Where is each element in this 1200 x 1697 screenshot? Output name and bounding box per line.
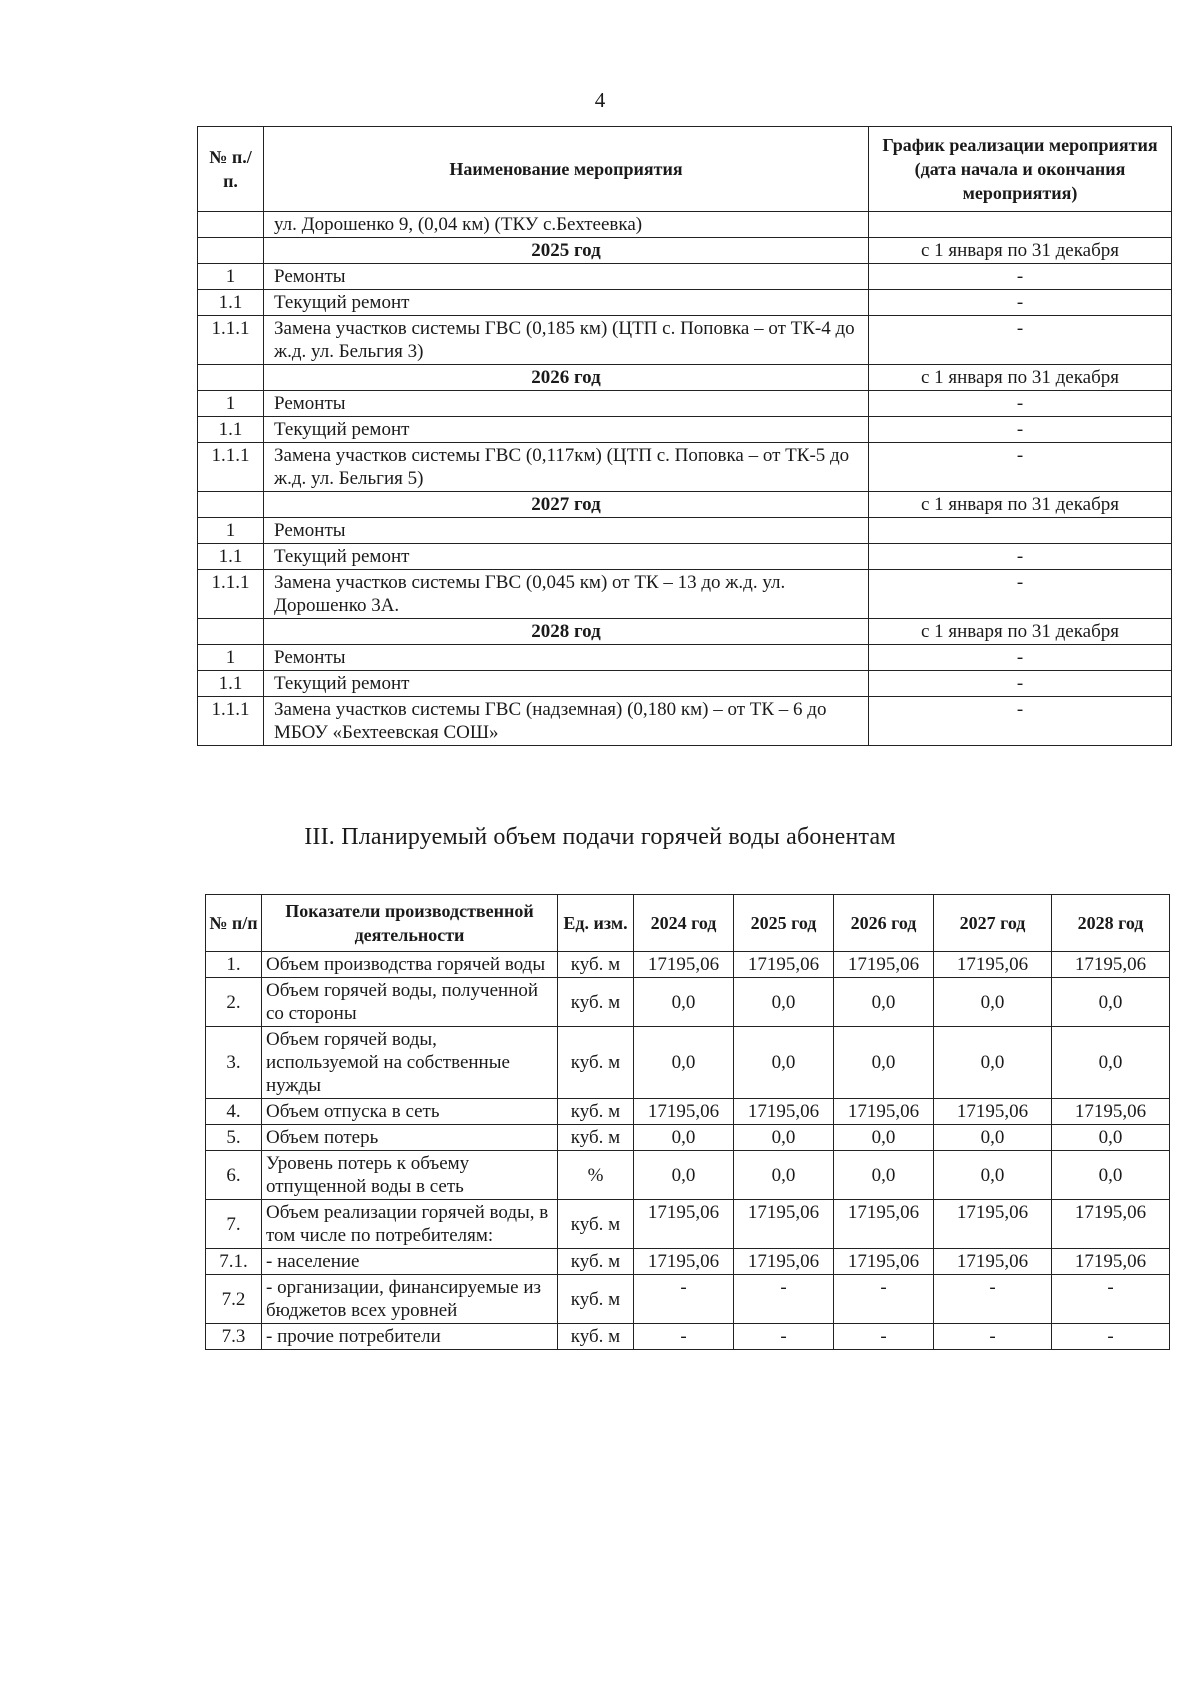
row-number: 1.1 [198, 290, 264, 316]
table-row [198, 570, 1172, 619]
schedule-cell: - [869, 697, 1172, 746]
year-value: 17195,06 [834, 1249, 934, 1275]
header-year: 2025 год [734, 895, 834, 952]
schedule-cell: - [869, 544, 1172, 570]
unit-cell: куб. м [558, 1027, 634, 1099]
table-row [198, 697, 1172, 746]
activity-name: Замена участков системы ГВС (0,117км) (ЦТП с. Поповка – от ТК-5 до ж.д. ул. Бельгия 5) [264, 443, 869, 492]
indicator-name: Объем потерь [262, 1125, 558, 1151]
activity-name: Ремонты [264, 391, 869, 417]
schedule-cell [869, 518, 1172, 544]
unit-cell: куб. м [558, 1249, 634, 1275]
activity-name: Ремонты [264, 518, 869, 544]
year-value: 17195,06 [834, 1099, 934, 1125]
activity-name: Замена участков системы ГВС (0,185 км) (ЦТП с. Поповка – от ТК-4 до ж.д. ул. Бельгия 3) [264, 316, 869, 365]
year-value: 0,0 [934, 1151, 1052, 1200]
indicator-name: - организации, финансируемые из бюджетов всех уровней [262, 1275, 558, 1324]
year-value: 17195,06 [834, 1200, 934, 1249]
row-number: 2. [206, 978, 262, 1027]
indicator-name: Объем горячей воды, используемой на собственные нужды [262, 1027, 558, 1099]
activity-name: Текущий ремонт [264, 417, 869, 443]
table-row [206, 1249, 1170, 1275]
year-value: 0,0 [1052, 978, 1170, 1027]
unit-cell: куб. м [558, 1324, 634, 1350]
year-value: 17195,06 [934, 952, 1052, 978]
table-row [198, 671, 1172, 697]
row-number [198, 619, 264, 645]
activity-name: ул. Дорошенко 9, (0,04 км) (ТКУ с.Бехтеевка) [264, 212, 869, 238]
indicator-name: Объем горячей воды, полученной со стороны [262, 978, 558, 1027]
year-value: 0,0 [834, 1027, 934, 1099]
row-number: 4. [206, 1099, 262, 1125]
indicator-name: - прочие потребители [262, 1324, 558, 1350]
header-num: № п./п. [198, 127, 264, 212]
schedule-cell: - [869, 290, 1172, 316]
row-number: 1 [198, 264, 264, 290]
indicator-name: - население [262, 1249, 558, 1275]
schedule-cell: - [869, 316, 1172, 365]
header-activity-name: Наименование мероприятия [264, 127, 869, 212]
schedule-cell: - [869, 417, 1172, 443]
table-header-row [206, 895, 1170, 952]
row-number: 7. [206, 1200, 262, 1249]
row-number: 1.1 [198, 417, 264, 443]
year-value: - [934, 1324, 1052, 1350]
year-value: 0,0 [934, 1027, 1052, 1099]
row-number: 7.3 [206, 1324, 262, 1350]
schedule-cell: с 1 января по 31 декабря [869, 619, 1172, 645]
hot-water-volume-table [205, 894, 1170, 1350]
year-value: 17195,06 [734, 1249, 834, 1275]
year-value: 0,0 [634, 1151, 734, 1200]
year-value: 17195,06 [834, 952, 934, 978]
year-value: 0,0 [834, 1125, 934, 1151]
table-row [198, 316, 1172, 365]
schedule-cell: с 1 января по 31 декабря [869, 365, 1172, 391]
table-row [206, 952, 1170, 978]
row-number: 6. [206, 1151, 262, 1200]
table-row [198, 212, 1172, 238]
activity-name: Текущий ремонт [264, 671, 869, 697]
row-number [198, 365, 264, 391]
year-value: - [934, 1275, 1052, 1324]
year-row [198, 365, 1172, 391]
year-value: 17195,06 [1052, 952, 1170, 978]
year-value: 0,0 [934, 978, 1052, 1027]
year-value: 17195,06 [1052, 1099, 1170, 1125]
year-value: 0,0 [934, 1125, 1052, 1151]
activities-table [197, 126, 1172, 746]
year-value: 17195,06 [934, 1249, 1052, 1275]
year-value: - [834, 1275, 934, 1324]
table-row [206, 1324, 1170, 1350]
indicator-name: Объем производства горячей воды [262, 952, 558, 978]
activity-name: 2025 год [264, 238, 869, 264]
table-row [206, 1200, 1170, 1249]
table-row [198, 290, 1172, 316]
year-value: 17195,06 [934, 1200, 1052, 1249]
table-row [198, 443, 1172, 492]
year-value: - [834, 1324, 934, 1350]
row-number [198, 212, 264, 238]
year-value: - [634, 1275, 734, 1324]
unit-cell: куб. м [558, 1125, 634, 1151]
header-unit: Ед. изм. [558, 895, 634, 952]
indicator-name: Уровень потерь к объему отпущенной воды в сеть [262, 1151, 558, 1200]
year-value: 0,0 [734, 1125, 834, 1151]
year-value: 17195,06 [1052, 1249, 1170, 1275]
table-row [198, 391, 1172, 417]
year-row [198, 492, 1172, 518]
table-row [198, 544, 1172, 570]
section-title: III. Планируемый объем подачи горячей воды абонентам [304, 824, 896, 850]
schedule-cell: с 1 января по 31 декабря [869, 492, 1172, 518]
year-value: 0,0 [634, 1027, 734, 1099]
activity-name: 2026 год [264, 365, 869, 391]
year-value: 17195,06 [934, 1099, 1052, 1125]
row-number: 1.1.1 [198, 697, 264, 746]
unit-cell: куб. м [558, 1275, 634, 1324]
year-value: 0,0 [1052, 1151, 1170, 1200]
year-value: - [1052, 1275, 1170, 1324]
row-number: 1 [198, 518, 264, 544]
year-value: 0,0 [834, 978, 934, 1027]
schedule-cell: - [869, 391, 1172, 417]
table-row [206, 978, 1170, 1027]
year-value: 17195,06 [734, 1200, 834, 1249]
header-indicator: Показатели производственной деятельности [262, 895, 558, 952]
row-number: 1. [206, 952, 262, 978]
indicator-name: Объем отпуска в сеть [262, 1099, 558, 1125]
schedule-cell: - [869, 671, 1172, 697]
row-number: 1.1.1 [198, 316, 264, 365]
table-row [206, 1151, 1170, 1200]
header-year: 2028 год [1052, 895, 1170, 952]
table-row [198, 645, 1172, 671]
schedule-cell [869, 212, 1172, 238]
year-row [198, 619, 1172, 645]
year-value: 17195,06 [634, 1099, 734, 1125]
row-number: 1.1.1 [198, 570, 264, 619]
year-value: 17195,06 [634, 1249, 734, 1275]
unit-cell: куб. м [558, 978, 634, 1027]
row-number: 1.1.1 [198, 443, 264, 492]
year-value: - [634, 1324, 734, 1350]
row-number: 1 [198, 391, 264, 417]
activity-name: Текущий ремонт [264, 290, 869, 316]
schedule-cell: - [869, 443, 1172, 492]
row-number: 3. [206, 1027, 262, 1099]
header-year: 2024 год [634, 895, 734, 952]
indicator-name: Объем реализации горячей воды, в том числе по потребителям: [262, 1200, 558, 1249]
activity-name: Замена участков системы ГВС (0,045 км) от ТК – 13 до ж.д. ул. Дорошенко 3А. [264, 570, 869, 619]
year-value: 0,0 [734, 1027, 834, 1099]
year-value: 17195,06 [1052, 1200, 1170, 1249]
year-value: - [1052, 1324, 1170, 1350]
year-value: 0,0 [1052, 1125, 1170, 1151]
schedule-cell: - [869, 570, 1172, 619]
row-number: 5. [206, 1125, 262, 1151]
table-row [206, 1027, 1170, 1099]
activity-name: Замена участков системы ГВС (надземная) (0,180 км) – от ТК – 6 до МБОУ «Бехтеевская СОШ» [264, 697, 869, 746]
year-value: 17195,06 [734, 952, 834, 978]
row-number: 1.1 [198, 544, 264, 570]
year-value: 0,0 [734, 1151, 834, 1200]
row-number [198, 238, 264, 264]
row-number: 7.1. [206, 1249, 262, 1275]
activity-name: 2028 год [264, 619, 869, 645]
table-row [198, 518, 1172, 544]
row-number: 1 [198, 645, 264, 671]
table-row [206, 1099, 1170, 1125]
year-value: 0,0 [834, 1151, 934, 1200]
header-year: 2027 год [934, 895, 1052, 952]
year-row [198, 238, 1172, 264]
unit-cell: % [558, 1151, 634, 1200]
header-num: № п/п [206, 895, 262, 952]
unit-cell: куб. м [558, 952, 634, 978]
activity-name: Ремонты [264, 264, 869, 290]
table-row [206, 1275, 1170, 1324]
activity-name: Текущий ремонт [264, 544, 869, 570]
unit-cell: куб. м [558, 1200, 634, 1249]
row-number [198, 492, 264, 518]
year-value: 17195,06 [634, 952, 734, 978]
table-row [198, 264, 1172, 290]
row-number: 7.2 [206, 1275, 262, 1324]
table-row [206, 1125, 1170, 1151]
activity-name: 2027 год [264, 492, 869, 518]
year-value: 0,0 [1052, 1027, 1170, 1099]
activity-name: Ремонты [264, 645, 869, 671]
year-value: 0,0 [634, 978, 734, 1027]
schedule-cell: с 1 января по 31 декабря [869, 238, 1172, 264]
table-header-row [198, 127, 1172, 212]
year-value: - [734, 1275, 834, 1324]
schedule-cell: - [869, 264, 1172, 290]
header-schedule: График реализации мероприятия (дата начала и окончания мероприятия) [869, 127, 1172, 212]
schedule-cell: - [869, 645, 1172, 671]
year-value: 0,0 [634, 1125, 734, 1151]
table-row [198, 417, 1172, 443]
year-value: 17195,06 [634, 1200, 734, 1249]
year-value: - [734, 1324, 834, 1350]
row-number: 1.1 [198, 671, 264, 697]
unit-cell: куб. м [558, 1099, 634, 1125]
page-number: 4 [594, 88, 606, 112]
year-value: 0,0 [734, 978, 834, 1027]
year-value: 17195,06 [734, 1099, 834, 1125]
header-year: 2026 год [834, 895, 934, 952]
